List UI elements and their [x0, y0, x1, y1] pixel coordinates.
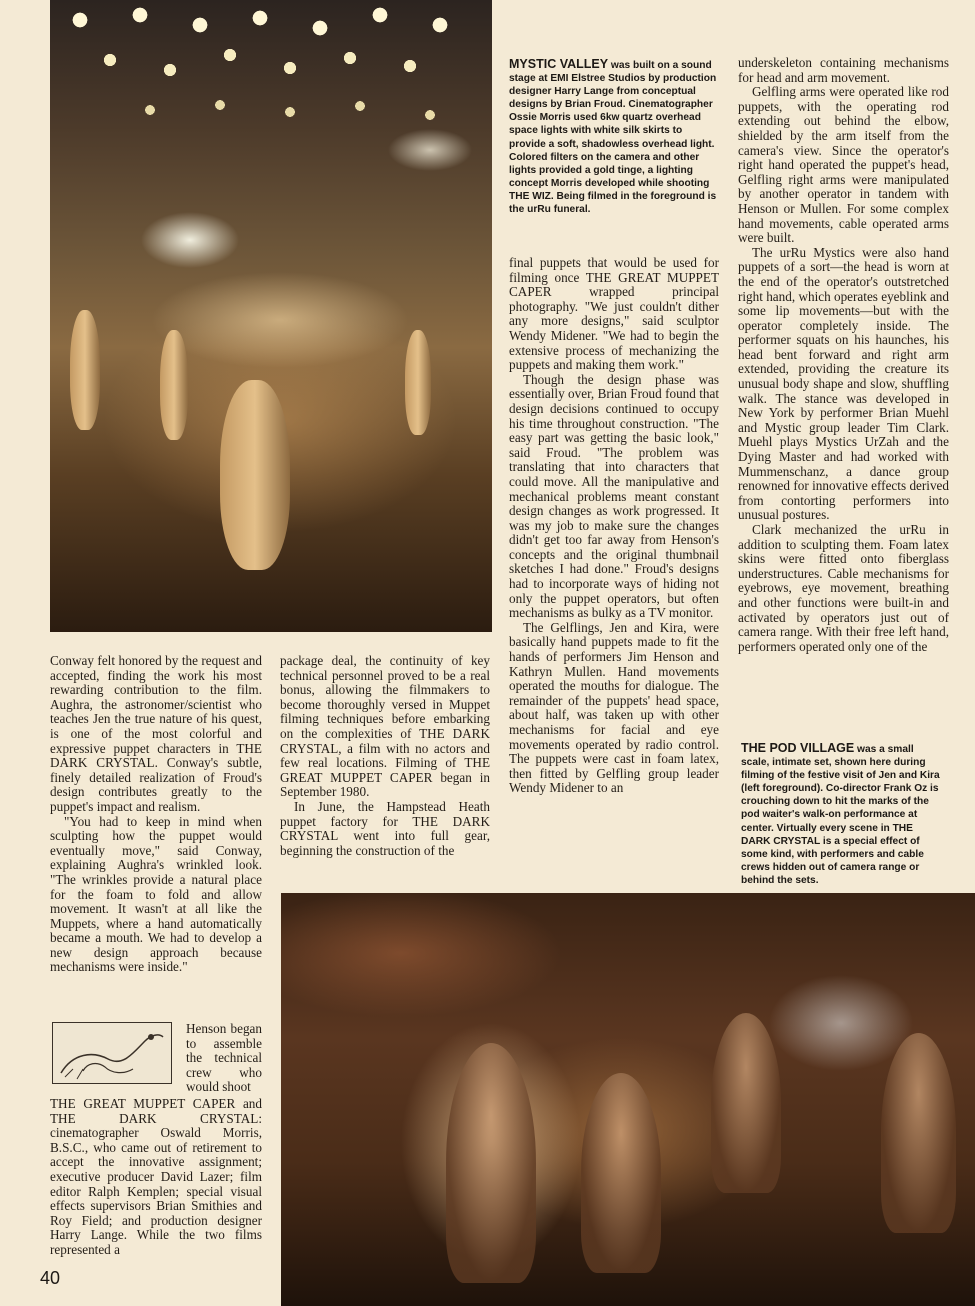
paragraph: "You had to keep in mind when sculpting how the puppet would eventually move," said Conway, explaining Aughra's wrinkled look. "The wrinkles provide a natural place for the foam to fold and allow movement. It wasn't at all like the Muppets, where a hand automatically became a mouth. We had to develop a new design approach because mechanisms were inside." — [50, 813, 262, 975]
crew-figure — [581, 1073, 661, 1273]
paragraph: In June, the Hampstead Heath puppet factory for THE DARK CRYSTAL went into full gear, beginning the construction of the — [280, 798, 490, 858]
paragraph: final puppets that would be used for filming once THE GREAT MUPPET CAPER wrapped principal photography. "We just couldn't dither any more designs," said sculptor Wendy Midener. "We had to begin the extensive process of mechanizing the puppets and making them work." — [509, 255, 719, 373]
caption-lead: THE POD VILLAGE — [741, 741, 855, 755]
standing-stone — [405, 330, 431, 435]
caption-body: was a small scale, intimate set, shown here during filming of the festive visit of Jen and Kira (left foreground). Co-director Frank Oz is crouching down to hit the marks of the pod waiter's walk-on performance at center. Virtually every scene in THE DARK CRYSTAL is a special effect of some kind, with performers and cable crews hidden out of camera range or behind the sets. — [741, 744, 940, 886]
puppet-figure — [446, 1043, 536, 1283]
paragraph: Conway felt honored by the request and accepted, finding the work his most rewarding contribution to the film. Aughra, the astronomer/scientist who teaches Jen the true nature of his quest, is one of the most colorful and expressive puppet characters in THE DARK CRYSTAL. Conway's subtle, finely detailed realization of Froud's design contributes greatly to the puppet's impact and realism. — [50, 653, 262, 814]
caption-lead: MYSTIC VALLEY — [509, 57, 609, 71]
paragraph: The urRu Mystics were also hand puppets of a sort—the head is worn at the end of the operator's outstretched right hand, which operates eyeblink and some lip movements—but with the operator completely inside. The performer squats on his haunches, his head bent forward and right arm extended, providing the creature its unusual body shape and slow, shuffling walk. The stance was developed in New York by performer Brian Muehl and Mystic group leader Tim Clark. Muehl plays Mystics UrZah and the Dying Master and had worked with Mummenschanz, a dance group renowned for innovative effects derived from contorting performers into unusual postures. — [738, 244, 949, 523]
standing-stone — [70, 310, 100, 430]
paragraph: Clark mechanized the urRu in addition to sculpting them. Foam latex skins were fitted onto fiberglass understructures. Cable mechanisms for eyebrows, eye movement, breathing and other functions were built-in and activated by operators just out of camera range. With their free left hand, performers operated only one of the — [738, 522, 949, 654]
creature-sketch-icon — [52, 1022, 172, 1084]
crew-figure — [881, 1033, 956, 1233]
article-column-3 — [738, 56, 949, 654]
page-number: 40 — [40, 1268, 61, 1288]
standing-stone — [160, 330, 188, 440]
carved-stone — [220, 380, 290, 570]
pod-village-caption — [741, 742, 941, 887]
article-column-1-lower — [50, 1097, 262, 1258]
article-column-1 — [50, 654, 262, 975]
paragraph: THE GREAT MUPPET CAPER and THE DARK CRYSTAL: cinematographer Oswald Morris, B.S.C., who came out of retirement to accept the innovative assignment; executive producer David Lazer; film editor Ralph Kemplen; special visual effects supervisors Brian Smithies and Roy Field; and production designer Harry Lange. While the two films represented a — [50, 1096, 262, 1257]
paragraph: package deal, the continuity of key technical personnel proved to be a real bonus, allowing the filmmakers to become thoroughly versed in Muppet filming techniques before embarking on the complexities of THE DARK CRYSTAL, a film with no actors and few real locations. Filming of THE GREAT MUPPET CAPER began in September 1980. — [280, 653, 490, 800]
pod-village-photo — [281, 893, 975, 1306]
henson-sketch-block — [50, 1018, 262, 1098]
paragraph: Henson began to assemble the technical crew who would shoot — [186, 1021, 262, 1095]
paragraph: Though the design phase was essentially over, Brian Froud found that design decisions continued to occupy his time throughout construction. "The easy part was getting the basic look," said Froud. "The problem was translating that into characters that could move. All the manipulative and mechanical problems meant constant design changes as work progressed. It was my job to make sure the changes didn't get too far away from Henson's concepts and the original thumbnail sketches I had done." Froud's designs had to incorporate ways of hiding not only the puppet operators, but often mechanisms as bulky as a TV monitor. — [509, 371, 719, 621]
mystic-valley-photo — [50, 0, 492, 632]
article-column-2-lower — [280, 654, 490, 858]
crew-figure — [711, 1013, 781, 1193]
article-column-2-upper — [509, 256, 719, 796]
paragraph: underskeleton containing mechanisms for head and arm movement. — [738, 55, 949, 85]
mystic-valley-caption — [509, 58, 719, 216]
paragraph: The Gelflings, Jen and Kira, were basically hand puppets made to fit the hands of performers Jim Henson and Kathryn Mullen. Hand movements operated the mouths for dialogue. The remainder of the puppets' head space, about half, was taken up with other mechanisms for facial and eye movements operated by radio control. The puppets were cast in foam latex, then fitted by Gelfling group leader Wendy Midener to an — [509, 619, 719, 796]
paragraph: Gelfling arms were operated like rod puppets, with the operating rod extending out behind the elbow, shielded by the arm itself from the camera's view. Since the operator's right hand operated the puppet's head, Gelfling right arms were manipulated by another operator in tandem with Henson or Mullen. For some complex hand movements, cable operated arms were built. — [738, 84, 949, 246]
caption-body: was built on a sound stage at EMI Elstree Studios by production designer Harry Lange from conceptual designs by Brian Froud. Cinematographer Ossie Morris used 6kw quartz overhead space lights with white silk skirts to provide a soft, shadowless overhead light. Colored filters on the camera and other lights provided a gold tinge, a lighting concept Morris developed while shooting THE WIZ. Being filmed in the foreground is the urRu funeral. — [509, 60, 717, 216]
overhead-lights — [50, 0, 492, 170]
